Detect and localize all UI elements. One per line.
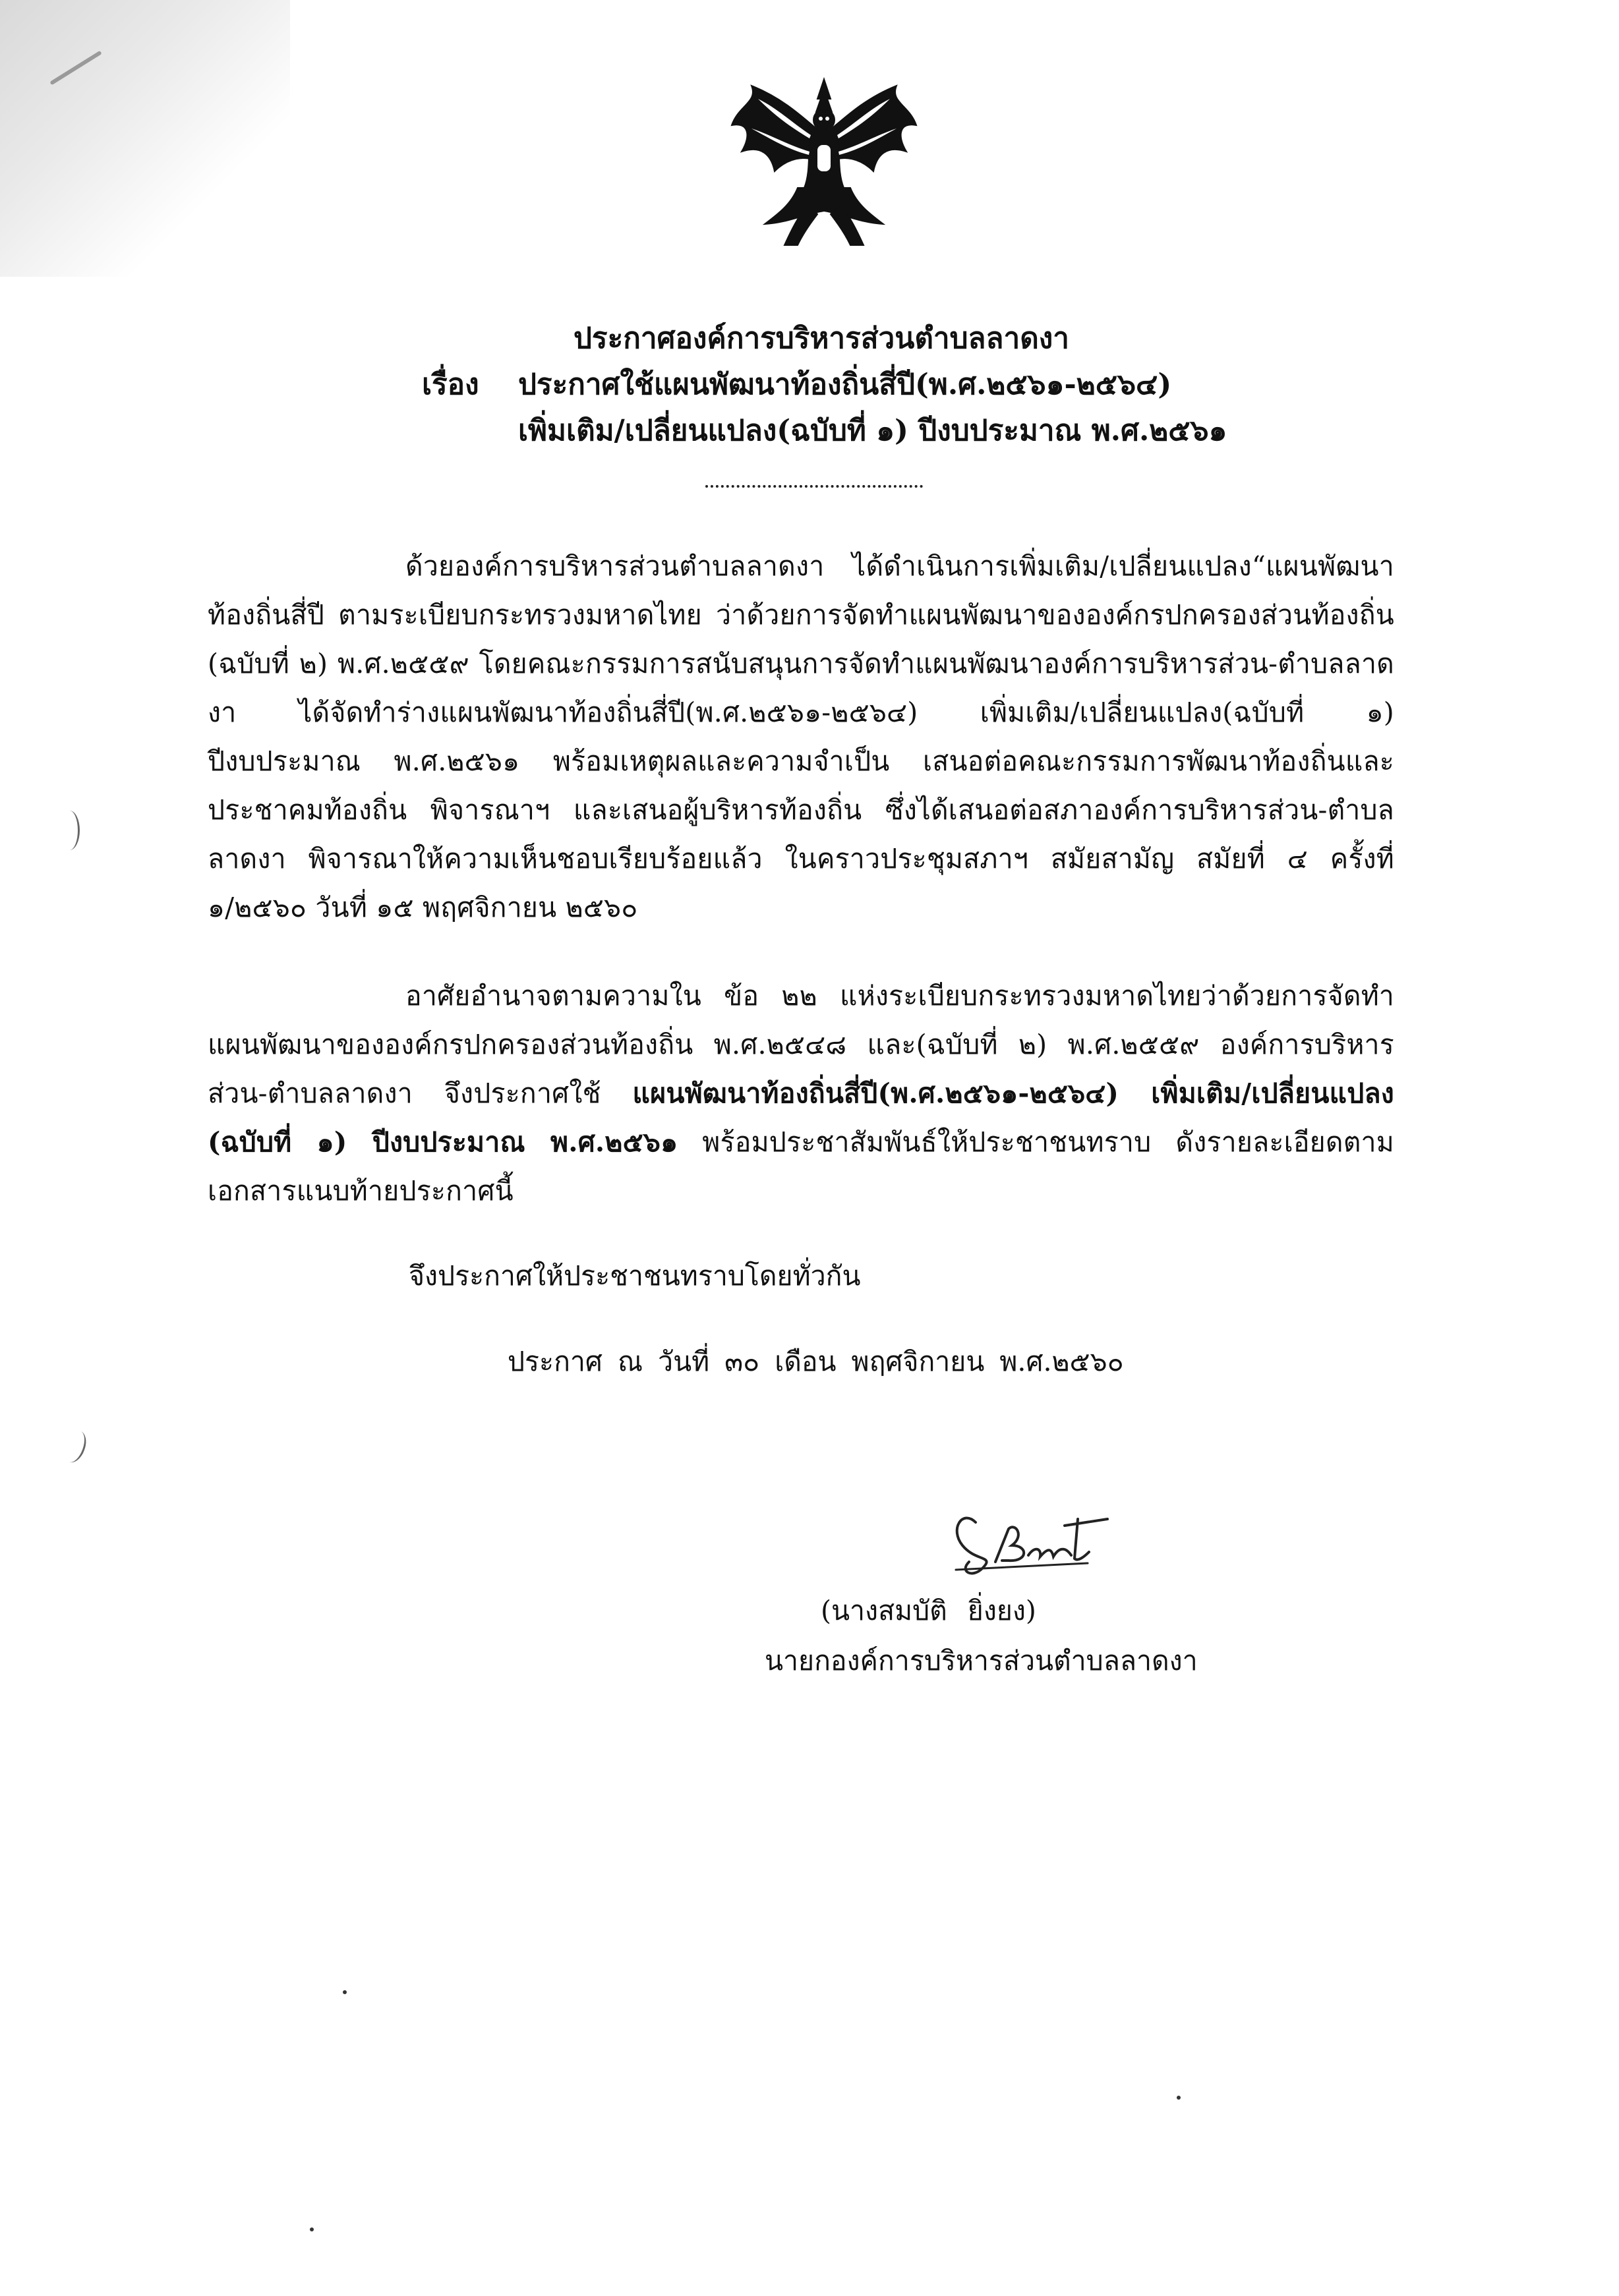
scan-corner-shading [0,0,290,277]
body-paragraph-1: ด้วยองค์การบริหารส่วนตำบลลาดงา ได้ดำเนินการเพิ่มเติม/เปลี่ยนแปลง“แผนพัฒนาท้องถิ่นสี่ปี ตามระเบียบกระทรวงมหาดไทย ว่าด้วยการจัดทำแผนพัฒนาขององค์กรปกครองส่วนท้องถิ่น (ฉบับที่ ๒) พ.ศ.๒๕๕๙ โดยคณะกรรมการสนับสนุนการจัดทำแผนพัฒนาองค์การบริหารส่วน-ตำบลลาดงา ได้จัดทำร่างแผนพัฒนาท้องถิ่นสี่ปี(พ.ศ.๒๕๖๑-๒๕๖๔) เพิ่มเติม/เปลี่ยนแปลง(ฉบับที่ ๑) ปีงบประมาณ พ.ศ.๒๕๖๑ พร้อมเหตุผลและความจำเป็น เสนอต่อคณะกรรมการพัฒนาท้องถิ่นและประชาคมท้องถิ่น พิจารณาฯ และเสนอผู้บริหารท้องถิ่น ซึ่งได้เสนอต่อสภาองค์การบริหารส่วน-ตำบลลาดงา พิจารณาให้ความเห็นชอบเรียบร้อยแล้ว ในคราวประชุมสภาฯ สมัยสามัญ สมัยที่ ๔ ครั้งที่ ๑/๒๕๖๐ วันที่ ๑๕ พฤศจิกายน ๒๕๖๐ [208,550,1394,923]
scan-speck [310,2227,314,2231]
garuda-emblem-icon [712,72,936,250]
paragraph-2-bold-plan-title: แผนพัฒนาท้องถิ่นสี่ปี(พ.ศ.๒๕๖๑-๒๕๖๔) เพิ่มเติม/เปลี่ยนแปลง (ฉบับที่ ๑) ปีงบประมาณ พ.ศ.๒๕๖๑ [208,1077,1394,1158]
subject-line-2: เพิ่มเติม/เปลี่ยนแปลง(ฉบับที่ ๑) ปีงบประมาณ พ.ศ.๒๕๖๑ [518,414,1227,447]
subject-label: เรื่อง [422,368,479,401]
scan-speck [343,1990,347,1994]
body-paragraph-3: จึงประกาศให้ประชาชนทราบโดยทั่วกัน [409,1260,861,1292]
body-paragraph-2 [208,971,1394,1215]
announcement-date: ประกาศ ณ วันที่ ๓๐ เดือน พฤศจิกายน พ.ศ.๒๕๖๐ [508,1346,1124,1377]
paragraph-2-text-a: อาศัยอำนาจตามความใน ข้อ ๒๒ แห่งระเบียบกระทรวงมหาดไทยว่าด้วยการจัดทำแผนพัฒนาขององค์กรปกครองส่วนท้องถิ่น พ.ศ.๒๕๔๘ และ(ฉบับที่ ๒) พ.ศ.๒๕๕๙ องค์การบริหารส่วน-ตำบลลาดงา จึงประกาศใช้ [208,980,1394,1109]
punch-hole-mark [59,811,80,850]
signatory-name: (นางสมบัติ ยิ่งยง) [821,1595,1036,1626]
signatory-position: นายกองค์การบริหารส่วนตำบลลาดงา [765,1645,1198,1677]
document-heading: ประกาศองค์การบริหารส่วนตำบลลาดงา [574,322,1069,355]
scan-speck [1177,2096,1181,2100]
paragraph-2-text-b: พร้อมประชาสัมพันธ์ให้ประชาชนทราบ ดังรายละเอียดตามเอกสารแนบท้ายประกาศนี้ [208,1126,1394,1207]
punch-hole-mark [59,1427,90,1466]
subject-line-1: ประกาศใช้แผนพัฒนาท้องถิ่นสี่ปี(พ.ศ.๒๕๖๑-๒๕๖๔) [518,368,1172,401]
handwritten-signature [936,1483,1134,1588]
dotted-separator [705,480,923,488]
